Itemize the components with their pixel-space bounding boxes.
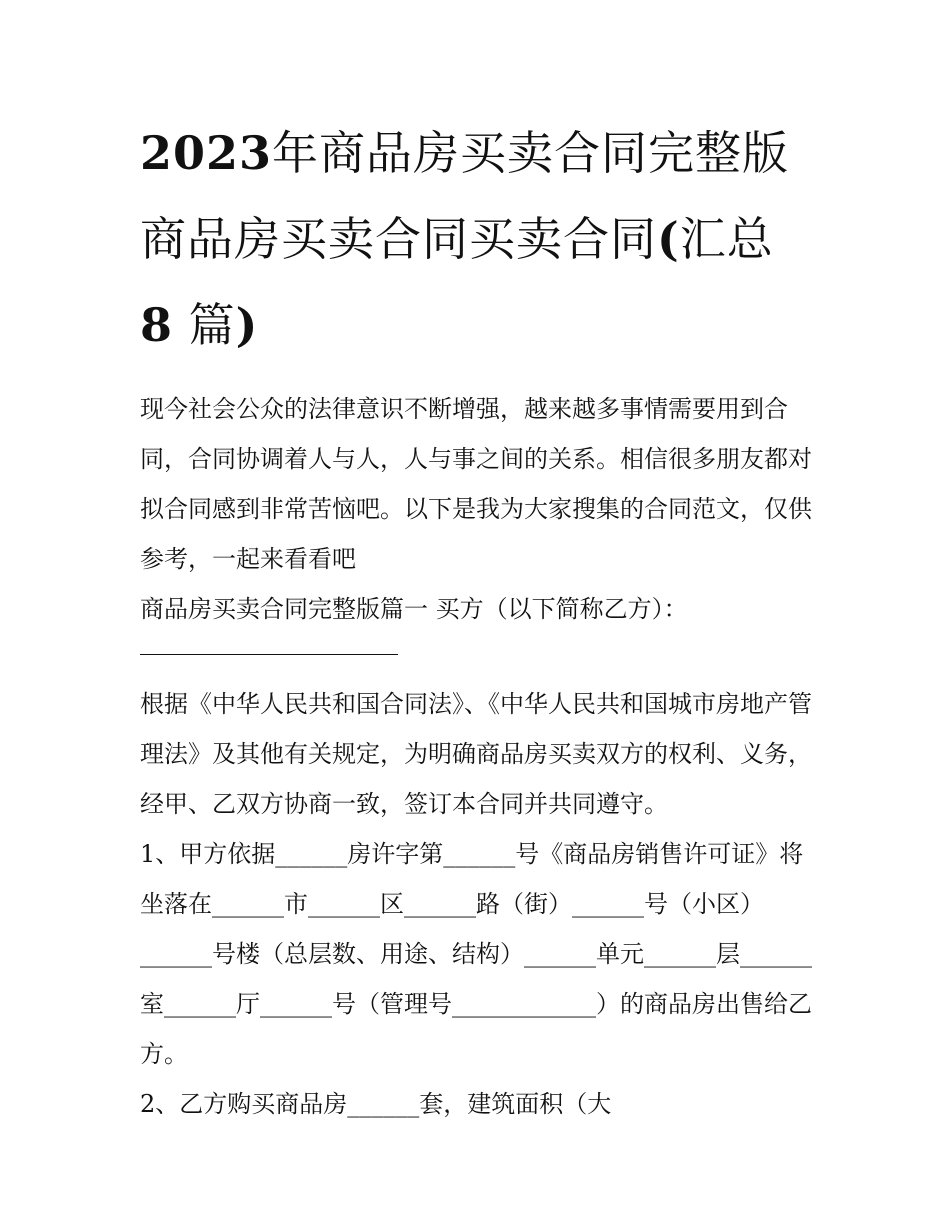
title-year: 2023 (140, 126, 273, 180)
title-unit: 篇 (188, 298, 236, 352)
document-title (140, 110, 820, 368)
buyer-blank-line (140, 654, 398, 655)
title-summary: 汇总 (679, 212, 774, 266)
title-paren-open: ( (657, 212, 680, 266)
clause-2: 2、乙方购买商品房______套，建筑面积（大 (140, 1090, 612, 1118)
clause-1: 1、甲方依据______房许字第______号《商品房销售许可证》将坐落在______市______区______路（街）______号（小区）______号楼（总层数、用途、结构）______单元______层______室______厅______号（管理号____________）的商品房出售给乙方。 (140, 840, 812, 1068)
title-paren-close: ) (235, 298, 259, 352)
title-count: 8 (140, 298, 174, 352)
document-page (140, 110, 820, 1129)
basis-paragraph: 根据《中华人民共和国合同法》、《中华人民共和国城市房地产管理法》及其他有关规定，为明确商品房买卖双方的权利、义务，经甲、乙双方协商一致，签订本合同并共同遵守。 (140, 690, 812, 818)
intro-paragraph: 现今社会公众的法律意识不断增强，越来越多事情需要用到合同，合同协调着人与人，人与事之间的关系。相信很多朋友都对拟合同感到非常苦恼吧。以下是我为大家搜集的合同范文，仅供参考，一起来看看吧 (140, 395, 812, 573)
section-heading: 商品房买卖合同完整版篇一 买方（以下简称乙方）： (140, 595, 688, 623)
title-text: 年商品房买卖合同完整版商品房买卖合同买卖合同 (140, 126, 790, 266)
